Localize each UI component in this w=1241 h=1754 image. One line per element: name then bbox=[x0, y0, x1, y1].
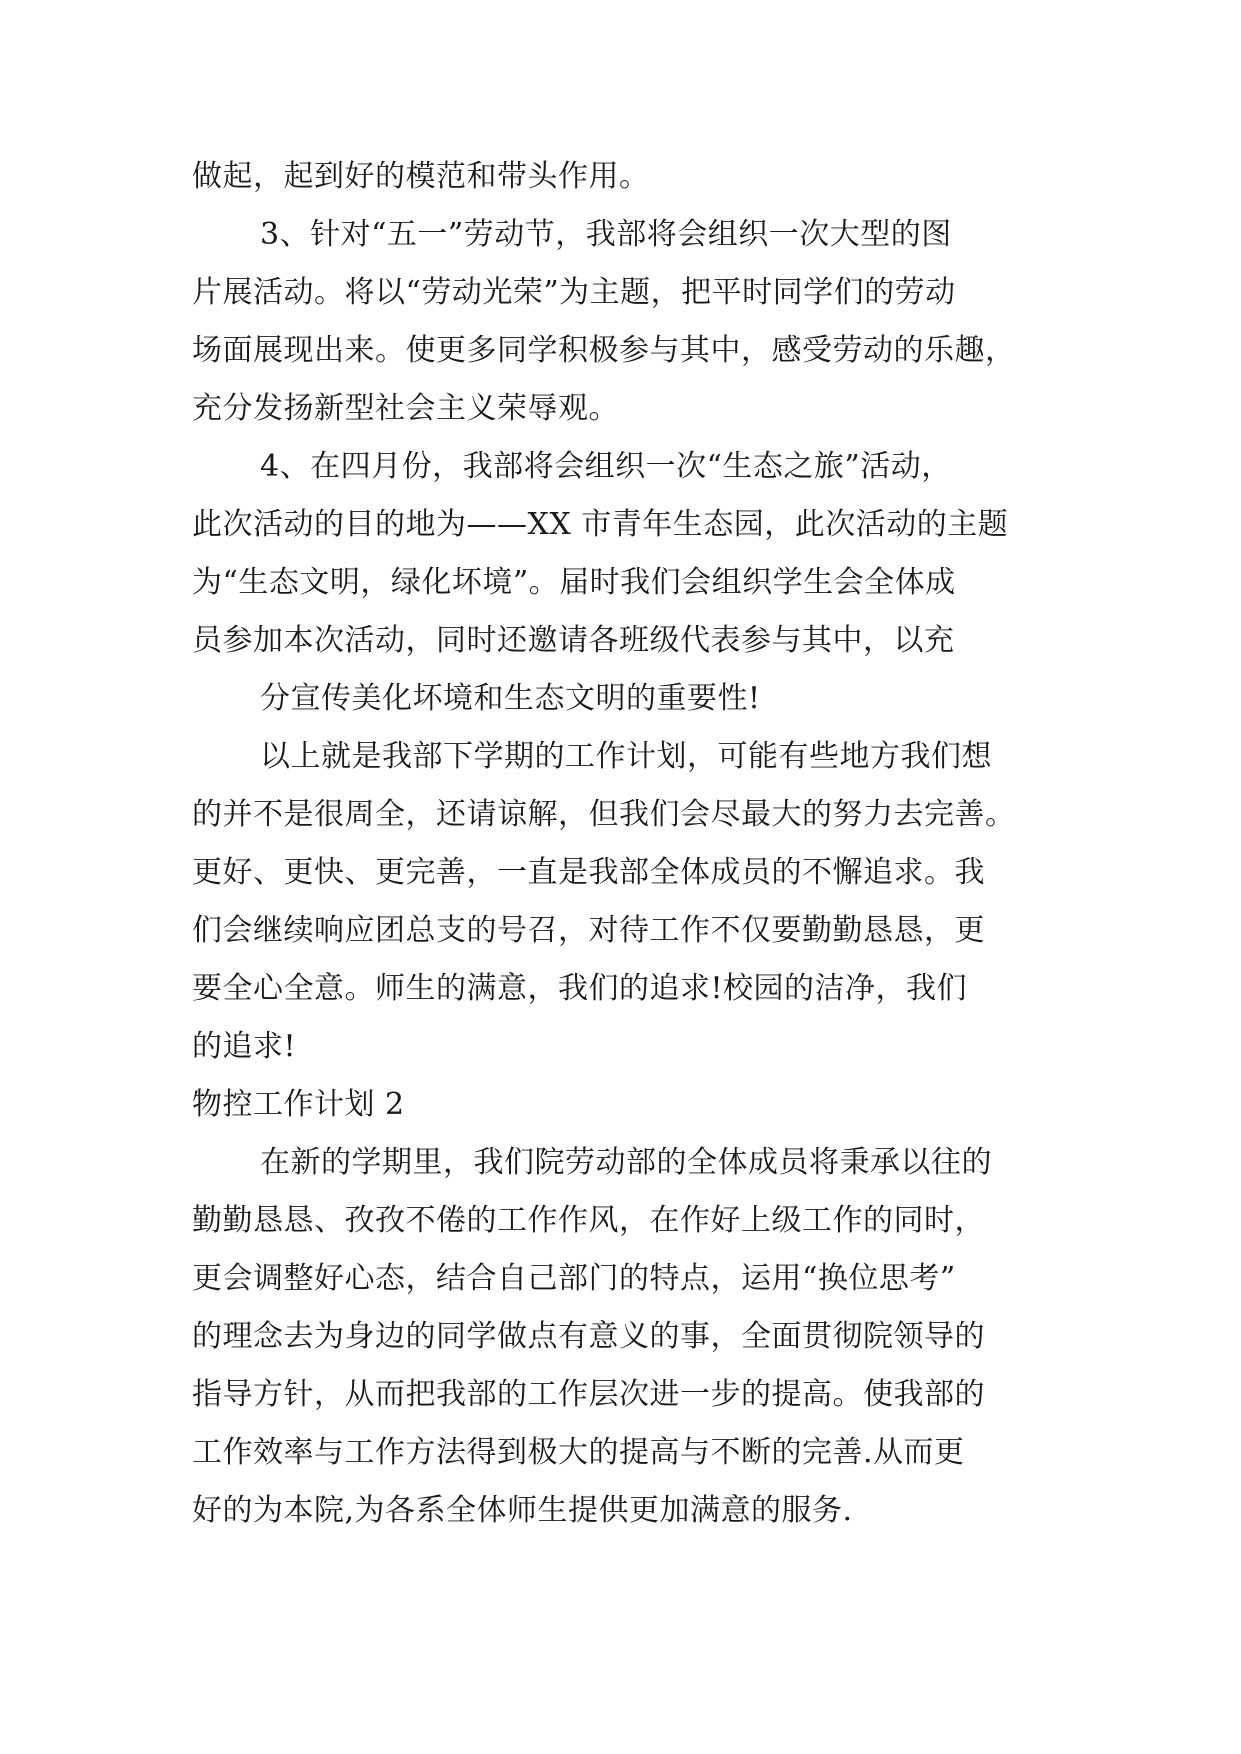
text-line: 更会调整好心态，结合自己部门的特点，运用“换位思考” bbox=[192, 1261, 956, 1296]
text-line: 充分发扬新型社会主义荣辱观。 bbox=[192, 391, 619, 426]
text-line: 以上就是我部下学期的工作计划，可能有些地方我们想 bbox=[260, 739, 992, 774]
text-line: 场面展现出来。使更多同学积极参与其中，感受劳动的乐趣， bbox=[192, 333, 1016, 368]
text-line: 要全心全意。师生的满意，我们的追求!校园的洁净，我们 bbox=[192, 971, 968, 1006]
text-line: 4、在四月份，我部将会组织一次“生态之旅”活动， bbox=[260, 449, 952, 484]
text-line: 勤勤恳恳、孜孜不倦的工作作风，在作好上级工作的同时， bbox=[192, 1203, 985, 1238]
text-line: 为“生态文明，绿化坏境”。届时我们会组织学生会全体成 bbox=[192, 565, 956, 600]
text-line: 分宣传美化坏境和生态文明的重要性! bbox=[260, 681, 761, 716]
text-line: 的追求! bbox=[192, 1029, 297, 1064]
text-line: 更好、更快、更完善，一直是我部全体成员的不懈追求。我 bbox=[192, 855, 985, 890]
text-line: 员参加本次活动，同时还邀请各班级代表参与其中，以充 bbox=[192, 623, 955, 658]
text-line: 做起，起到好的模范和带头作用。 bbox=[192, 159, 650, 194]
text-line: 3、针对“五一”劳动节，我部将会组织一次大型的图 bbox=[260, 217, 952, 252]
text-line: 工作效率与工作方法得到极大的提高与不断的完善.从而更 bbox=[192, 1435, 965, 1470]
text-line: 在新的学期里，我们院劳动部的全体成员将秉承以往的 bbox=[260, 1145, 992, 1180]
text-line: 的并不是很周全，还请谅解，但我们会尽最大的努力去完善。 bbox=[192, 797, 1016, 832]
document-body bbox=[192, 148, 1060, 1540]
text-line: 的理念去为身边的同学做点有意义的事，全面贯彻院领导的 bbox=[192, 1319, 985, 1354]
section-heading: 物控工作计划 2 bbox=[192, 1087, 405, 1122]
text-line: 指导方针，从而把我部的工作层次进一步的提高。使我部的 bbox=[192, 1377, 985, 1412]
text-line: 们会继续响应团总支的号召，对待工作不仅要勤勤恳恳，更 bbox=[192, 913, 985, 948]
text-line: 好的为本院,为各系全体师生提供更加满意的服务. bbox=[192, 1493, 853, 1528]
text-line: 此次活动的目的地为——XX 市青年生态园，此次活动的主题 bbox=[192, 507, 1009, 542]
text-line: 片展活动。将以“劳动光荣”为主题，把平时同学们的劳动 bbox=[192, 275, 956, 310]
